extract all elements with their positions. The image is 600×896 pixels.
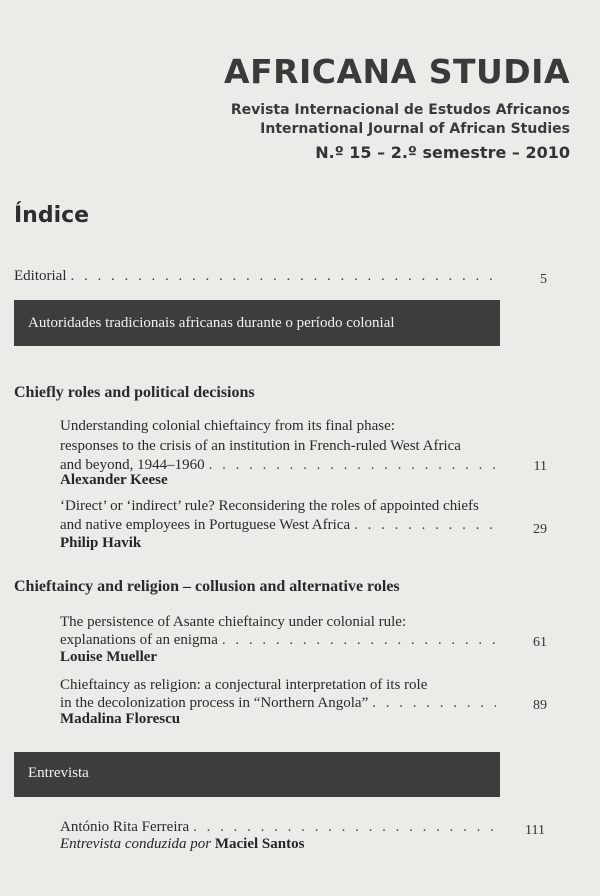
interviewer-name: Maciel Santos [214, 836, 305, 852]
dot-leader [354, 517, 496, 534]
article-title-line[interactable] [60, 695, 500, 712]
dot-leader [193, 819, 496, 836]
article-title-line[interactable] [60, 632, 500, 649]
page-number: 89 [533, 698, 547, 713]
article-title-line[interactable]: Chieftaincy as religion: a conjectural interpretation of its role [60, 677, 428, 693]
journal-subtitle-portuguese: Revista Internacional de Estudos Africanos [230, 102, 570, 118]
article-title-line[interactable]: Understanding colonial chieftaincy from its final phase: [60, 418, 395, 434]
article-title-line[interactable]: responses to the crisis of an institution in French-ruled West Africa [60, 438, 461, 454]
interview-credit-prefix: Entrevista conduzida por [60, 836, 212, 852]
toc-heading: Índice [14, 203, 90, 228]
toc-entry-editorial[interactable] [14, 268, 500, 285]
dot-leader [372, 695, 496, 712]
article-title-text: and beyond, 1944–1960 [60, 457, 205, 473]
toc-entry-label: Editorial [14, 268, 67, 284]
article-title-line[interactable]: ‘Direct’ or ‘indirect’ rule? Reconsidering the roles of appointed chiefs [60, 498, 479, 514]
article-author: Louise Mueller [60, 649, 158, 665]
article-title-line[interactable]: The persistence of Asante chieftaincy under colonial rule: [60, 614, 407, 630]
dot-leader [71, 268, 497, 285]
article-author: Philip Havik [60, 535, 142, 551]
section-heading: Chiefly roles and political decisions [14, 384, 255, 401]
interviewee-name: António Rita Ferreira [60, 819, 190, 835]
article-title-line[interactable] [60, 517, 500, 534]
article-author: Alexander Keese [60, 472, 168, 488]
toc-entry-interview[interactable] [60, 819, 500, 836]
page-number: 11 [533, 459, 547, 474]
article-title-text: and native employees in Portuguese West Africa [60, 517, 351, 533]
journal-subtitle-english: International Journal of African Studies [260, 121, 570, 137]
page-number: 29 [533, 522, 547, 537]
article-title-text: in the decolonization process in “Northern Angola” [60, 695, 369, 711]
interview-credit [60, 836, 304, 853]
section-heading: Chieftaincy and religion – collusion and alternative roles [14, 578, 400, 595]
journal-title: AFRICANA STUDIA [224, 52, 570, 91]
page-number: 111 [525, 823, 545, 838]
dot-leader [209, 457, 496, 474]
issue-number: N.º 15 – 2.º semestre – 2010 [315, 143, 570, 162]
section-band: Autoridades tradicionais africanas durante o período colonial [14, 300, 500, 346]
section-band: Entrevista [14, 752, 500, 797]
article-title-text: explanations of an enigma [60, 632, 218, 648]
article-author: Madalina Florescu [60, 711, 181, 727]
dot-leader [222, 632, 496, 649]
page-number: 61 [533, 635, 547, 650]
page-number: 5 [540, 272, 547, 287]
